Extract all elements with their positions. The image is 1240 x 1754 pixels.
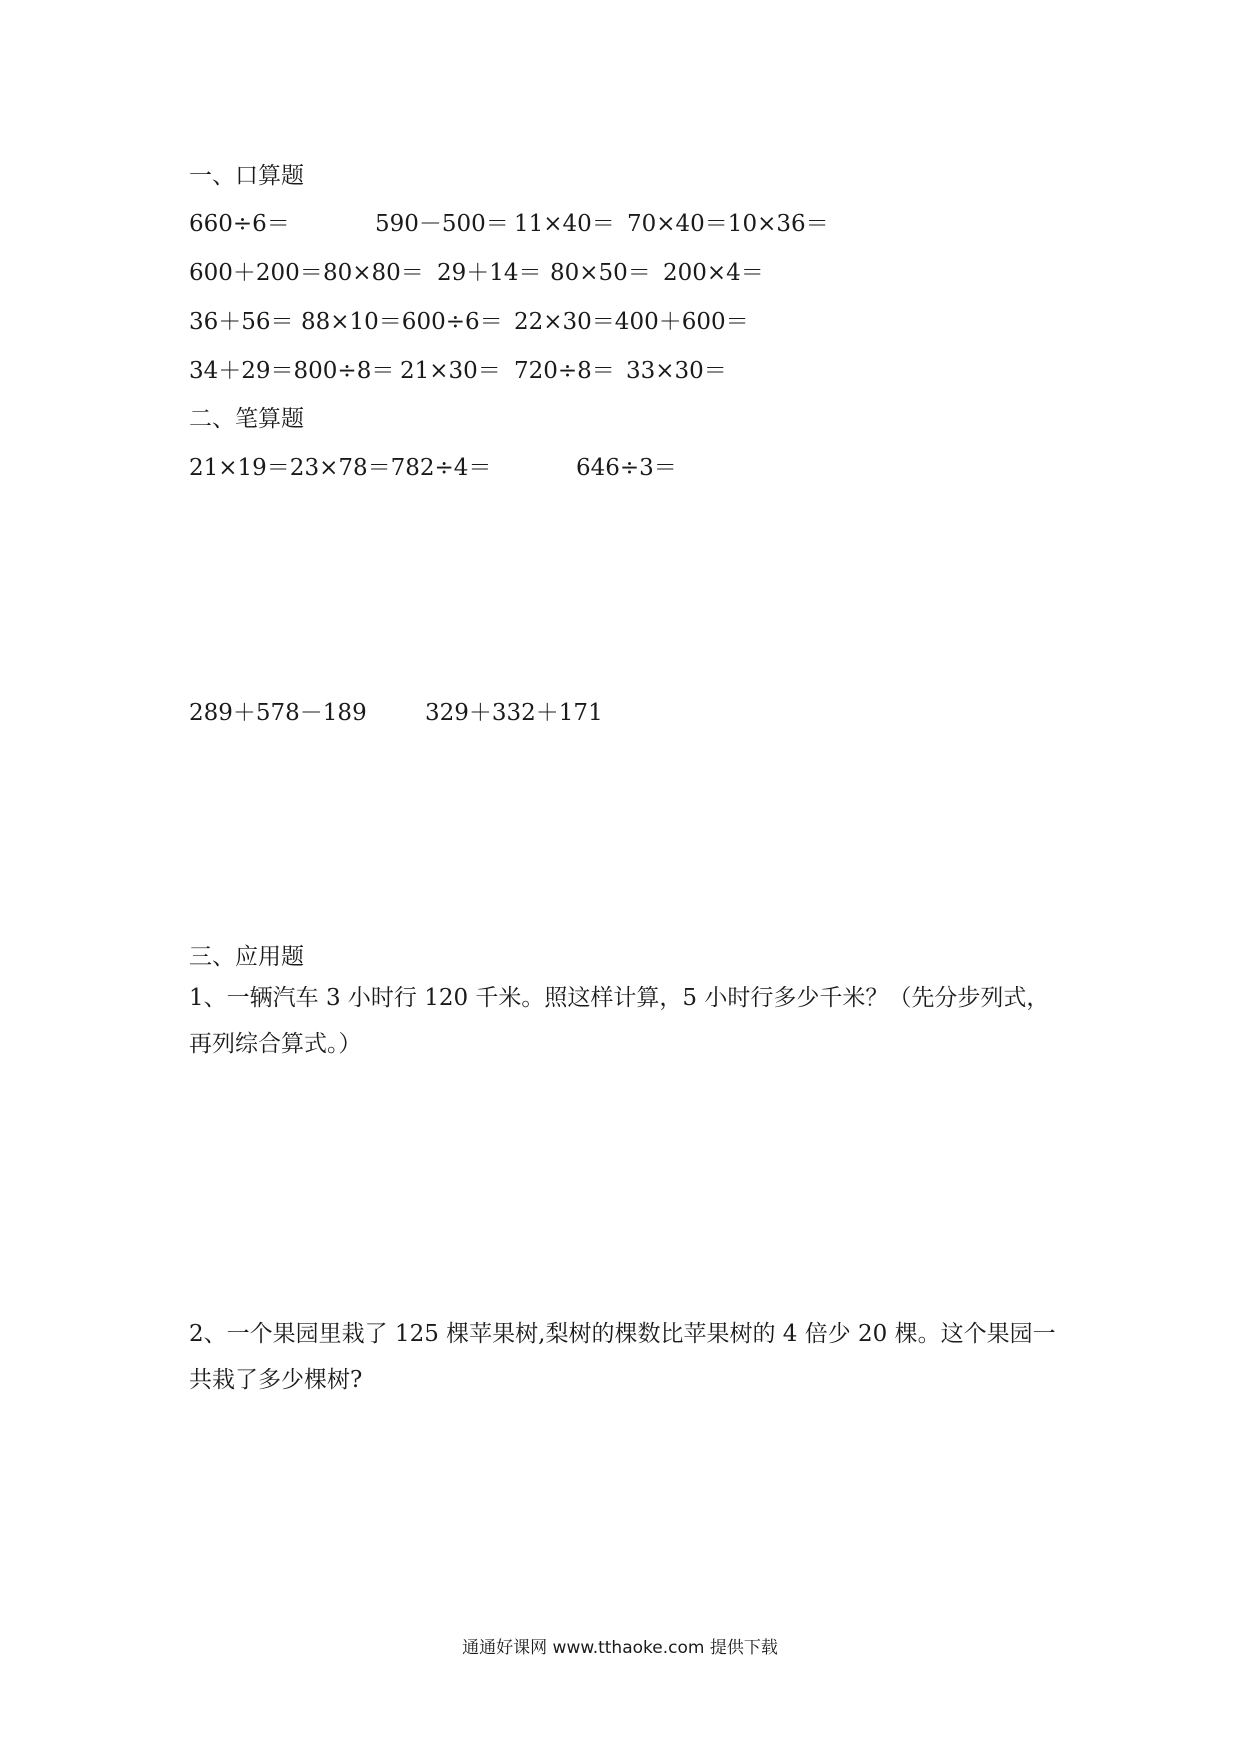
written-problem: 646÷3＝ [576, 455, 677, 481]
section3-title: 三、应用题 [189, 944, 304, 970]
oral-problem: 88×10＝600÷6＝ [301, 309, 503, 335]
written-problem: 329＋332＋171 [425, 700, 603, 726]
oral-problem: 29＋14＝ [437, 260, 542, 286]
word-problem-1: 1、一辆汽车 3 小时行 120 千米。照这样计算，5 小时行多少千米？（先分步列式，再列综合算式。） [189, 985, 1050, 1057]
oral-problem: 11×40＝ [514, 211, 615, 237]
oral-problem: 200×4＝ [663, 260, 764, 286]
section2-title: 二、笔算题 [189, 406, 304, 432]
oral-problem: 22×30＝400＋600＝ [514, 309, 749, 335]
oral-problem: 34＋29＝800÷8＝ [189, 358, 395, 384]
oral-problem: 80×50＝ [550, 260, 651, 286]
oral-problem: 600＋200＝ [189, 260, 323, 286]
oral-problem: 36＋56＝ [189, 309, 294, 335]
oral-problem: 21×30＝ [400, 358, 501, 384]
written-problem: 289＋578－189 [189, 700, 367, 726]
section1-title: 一、口算题 [189, 163, 304, 189]
oral-problem: 660÷6＝ [189, 211, 290, 237]
written-problem: 21×19＝23×78＝782÷4＝ [189, 455, 492, 481]
word-problem-2: 2、一个果园里栽了 125 棵苹果树,梨树的棵数比苹果树的 4 倍少 20 棵。这个果园一共栽了多少棵树? [189, 1321, 1056, 1393]
oral-problem: 590－500＝ [375, 211, 509, 237]
oral-problem: 70×40＝10×36＝ [627, 211, 829, 237]
oral-problem: 80×80＝ [323, 260, 424, 286]
oral-problem: 720÷8＝ [514, 358, 615, 384]
footer-note: 通通好课网 www.tthaoke.com 提供下载 [462, 1638, 778, 1658]
oral-problem: 33×30＝ [626, 358, 727, 384]
